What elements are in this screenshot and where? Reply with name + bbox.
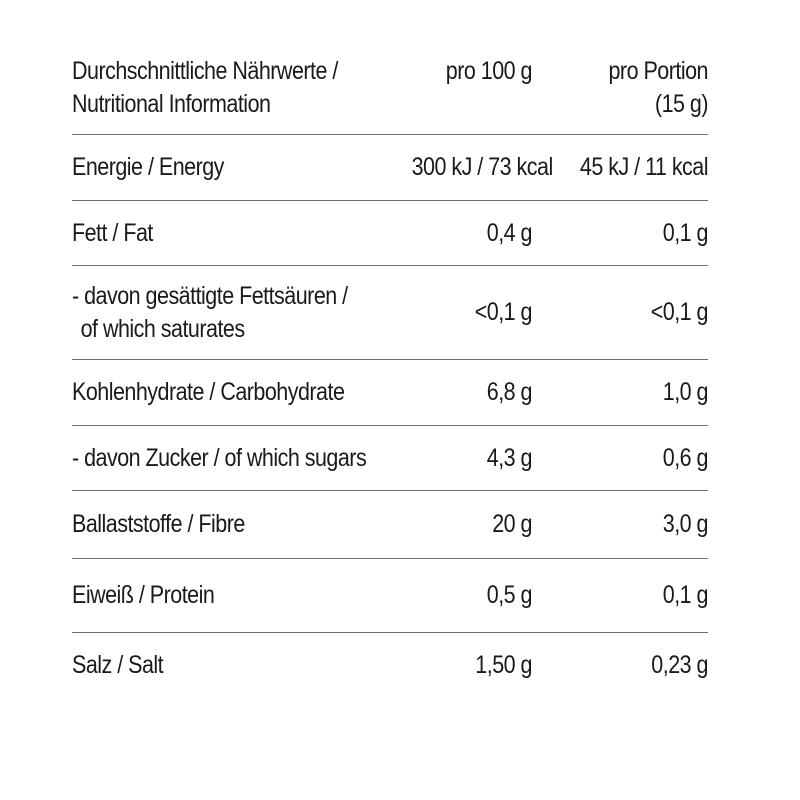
row-label: - davon Zucker / of which sugars bbox=[72, 443, 367, 472]
row-per-portion: 45 kJ / 11 kcal bbox=[579, 153, 708, 181]
row-per-100g: 20 g bbox=[492, 510, 532, 538]
table-row-sugars bbox=[72, 426, 708, 491]
row-label bbox=[72, 280, 347, 346]
nutrition-table bbox=[72, 48, 708, 697]
row-per-100g: <0,1 g bbox=[474, 298, 532, 326]
header-label-line1: Durchschnittliche Nährwerte / bbox=[72, 57, 338, 85]
row-per-100g: 1,50 g bbox=[475, 650, 532, 679]
table-row-protein bbox=[72, 559, 708, 633]
row-label: Energie / Energy bbox=[72, 153, 224, 181]
table-row-fibre bbox=[72, 491, 708, 559]
row-per-portion: 0,1 g bbox=[662, 218, 708, 247]
header-per-portion bbox=[557, 55, 708, 121]
header-portion-line2: (15 g) bbox=[654, 90, 708, 118]
header-per-100g: pro 100 g bbox=[445, 57, 532, 85]
row-per-100g: 300 kJ / 73 kcal bbox=[411, 153, 553, 181]
row-per-portion: 0,23 g bbox=[651, 650, 708, 679]
table-row-energy bbox=[72, 135, 708, 201]
row-label: Ballaststoffe / Fibre bbox=[72, 510, 245, 538]
table-row-saturates bbox=[72, 266, 708, 360]
row-per-100g: 4,3 g bbox=[486, 443, 532, 472]
table-row-salt bbox=[72, 633, 708, 697]
row-per-portion: 3,0 g bbox=[662, 510, 708, 538]
table-header bbox=[72, 48, 708, 135]
row-label-line1: - davon gesättigte Fettsäuren / bbox=[72, 281, 348, 310]
header-label-line2: Nutritional Information bbox=[72, 90, 271, 118]
row-per-portion: 0,1 g bbox=[662, 581, 708, 609]
header-label bbox=[72, 55, 347, 121]
row-label: Fett / Fat bbox=[72, 218, 153, 247]
row-label: Kohlenhydrate / Carbohydrate bbox=[72, 378, 345, 406]
table-row-fat bbox=[72, 201, 708, 266]
header-portion-line1: pro Portion bbox=[608, 57, 708, 85]
row-per-100g: 0,4 g bbox=[486, 218, 532, 247]
row-per-portion: 0,6 g bbox=[662, 443, 708, 472]
table-row-carbohydrate bbox=[72, 360, 708, 426]
row-label: Eiweiß / Protein bbox=[72, 581, 215, 609]
row-per-portion: <0,1 g bbox=[650, 298, 708, 326]
row-label-line2: of which saturates bbox=[80, 314, 245, 343]
row-per-100g: 6,8 g bbox=[486, 378, 532, 406]
row-per-portion: 1,0 g bbox=[662, 378, 708, 406]
row-per-100g: 0,5 g bbox=[486, 581, 532, 609]
row-label: Salz / Salt bbox=[72, 650, 164, 679]
